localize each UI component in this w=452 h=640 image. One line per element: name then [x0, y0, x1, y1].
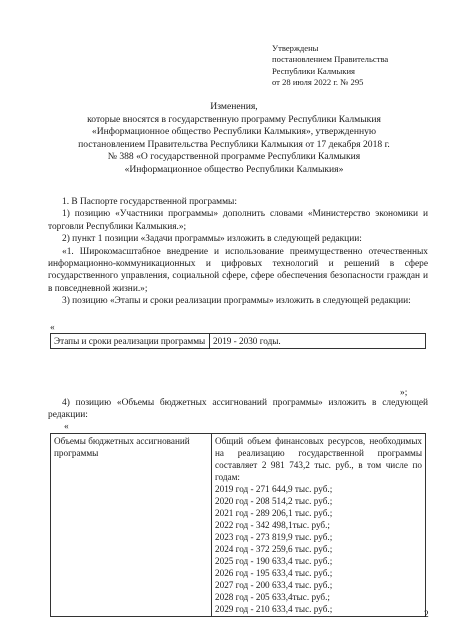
approval-line: от 28 июля 2022 г. № 295 — [272, 77, 364, 88]
table-cell-label: Этапы и сроки реализации программы — [51, 334, 210, 349]
budget-year-line: 2025 год - 190 633,4 тыс. руб.; — [215, 556, 333, 566]
paragraph: 1) позицию «Участники программы» дополнить словами «Министерство экономики и торговли Республики Калмыкия.»; — [48, 209, 428, 232]
budget-year-line: 2026 год - 195 633,4 тыс. руб.; — [215, 568, 333, 578]
budget-year-line: 2029 год - 210 633,4 тыс. руб.; — [215, 604, 333, 614]
budget-year-line: 2027 год - 200 633,4 тыс. руб.; — [215, 580, 333, 590]
paragraph: 4) позицию «Объемы бюджетных ассигнований программы» изложить в следующей редакции: — [48, 398, 428, 421]
table-cell-label: Объемы бюджетных ассигнований программы — [51, 434, 212, 617]
table-row — [51, 434, 426, 617]
title-line: Изменения, — [210, 101, 258, 112]
title-line: которые вносятся в государственную программу Республики Калмыкия — [87, 113, 381, 125]
open-quote: « — [64, 422, 69, 432]
paragraph: «1. Широкомасштабное внедрение и использование преимущественно отечественных информационно-коммуникационных и цифровых технологий и решений в сфере государственного управления, социальной сфере, сфере обеспечения безопасности граждан и в повседневной жизни.»; — [48, 246, 428, 294]
budget-year-line: 2019 год - 271 644,9 тыс. руб.; — [215, 484, 333, 494]
paragraph: 2) пункт 1 позиции «Задачи программы» изложить в следующей редакции: — [62, 234, 362, 245]
table-cell-value — [212, 434, 426, 617]
approval-stamp — [272, 43, 388, 89]
amendment-4 — [48, 397, 428, 422]
budget-table — [50, 433, 426, 617]
title-line: «Информационное общество Республики Калмыкия» — [124, 163, 344, 175]
table-cell-value: 2019 - 2030 годы. — [210, 334, 426, 349]
close-quote: »; — [400, 388, 408, 398]
approval-line: Республики Калмыкия — [272, 65, 355, 76]
table-row — [51, 334, 426, 349]
paragraph: 3) позицию «Этапы и сроки реализации программы» изложить в следующей редакции: — [62, 296, 411, 307]
budget-year-line: 2022 год - 342 498,1тыс. руб.; — [215, 520, 330, 530]
title-line: «Информационное общество Республики Калмыкия», утвержденную — [91, 126, 377, 138]
budget-year-line: 2023 год - 273 819,9 тыс. руб.; — [215, 532, 333, 542]
amendments-body — [48, 196, 428, 308]
stages-table — [50, 333, 426, 349]
budget-year-line: 2028 год - 205 633,4тыс. руб.; — [215, 592, 330, 602]
approval-line: Утверждены — [272, 43, 319, 53]
budget-year-line: 2024 год - 372 259,6 тыс. руб.; — [215, 544, 333, 554]
document-title — [48, 101, 420, 177]
title-line: № 388 «О государственной программе Республики Калмыкия — [107, 151, 361, 163]
approval-line: постановлением Правительства — [272, 54, 389, 65]
budget-years — [215, 483, 422, 615]
budget-year-line: 2021 год - 289 206,1 тыс. руб.; — [215, 508, 333, 518]
budget-year-line: 2020 год - 208 514,2 тыс. руб.; — [215, 496, 333, 506]
open-quote: « — [50, 323, 55, 333]
paragraph: 1. В Паспорте государственной программы: — [62, 197, 237, 207]
budget-intro: Общий объем финансовых ресурсов, необходимых на реализацию государственной программы составляет 2 981 743,2 тыс. руб., в том числе по годам: — [215, 436, 422, 482]
title-line: постановлением Правительства Республики Калмыкия от 17 декабря 2018 г. — [78, 138, 390, 150]
page-number: 2 — [424, 610, 429, 620]
